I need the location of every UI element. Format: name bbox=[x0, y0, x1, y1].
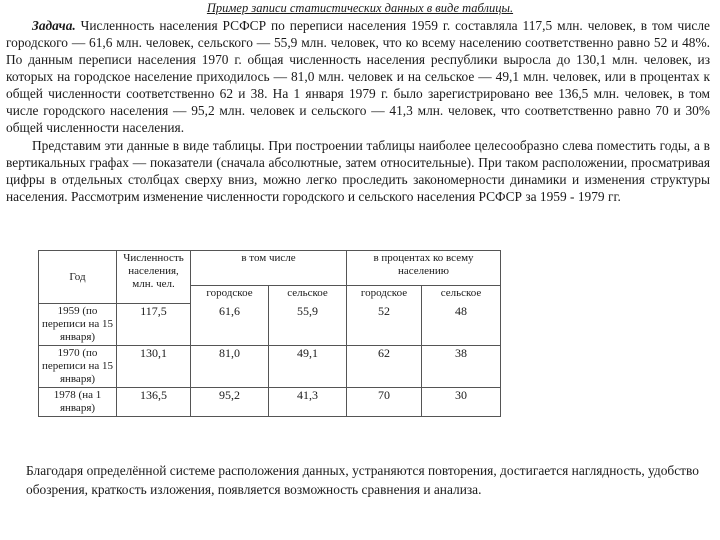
population-table bbox=[38, 250, 501, 417]
table-row bbox=[39, 304, 501, 346]
cell-year: 1978 (на 1 января) bbox=[39, 388, 117, 417]
cell-rural: 49,1 bbox=[269, 346, 347, 388]
header-urban-pct: городское bbox=[347, 285, 422, 303]
cell-rural-pct: 30 bbox=[422, 388, 501, 417]
table-header-row bbox=[39, 251, 501, 286]
cell-rural-pct: 38 bbox=[422, 346, 501, 388]
table-row bbox=[39, 388, 501, 417]
header-total: Численность населения, млн. чел. bbox=[117, 251, 191, 304]
cell-urban-pct: 62 bbox=[347, 346, 422, 388]
header-rural: сельское bbox=[269, 285, 347, 303]
cell-year: 1970 (по переписи на 15 января) bbox=[39, 346, 117, 388]
cell-urban: 95,2 bbox=[191, 388, 269, 417]
table-row bbox=[39, 346, 501, 388]
page-title: Пример записи статистических данных в виде таблицы. bbox=[206, 1, 514, 15]
cell-total: 130,1 bbox=[117, 346, 191, 388]
conclusion-text: Благодаря определённой системе расположения данных, устраняются повторения, достигается наглядность, удобство обозрения, краткость изложения, появляется возможность сравнения и анализа. bbox=[26, 463, 699, 497]
cell-urban-pct: 70 bbox=[347, 388, 422, 417]
header-year: Год bbox=[39, 251, 117, 304]
cell-year: 1959 (по переписи на 15 января) bbox=[39, 304, 117, 346]
cell-total: 117,5 bbox=[117, 304, 191, 346]
cell-rural: 55,9 bbox=[269, 304, 347, 346]
header-including: в том числе bbox=[191, 251, 347, 286]
cell-urban: 81,0 bbox=[191, 346, 269, 388]
cell-rural: 41,3 bbox=[269, 388, 347, 417]
cell-urban: 61,6 bbox=[191, 304, 269, 346]
task-text: Численность населения РСФСР по переписи населения 1959 г. составляла 117,5 млн. человек, в том числе городского — 61,6 млн. человек, сельского — 55,9 млн. человек, что ко всему населению соответственно равно 52 и 48%. По данным переписи населения 1970 г. общая численность населения республики выросла до 130,1 млн. человек, из которых на городское население приходилось — 81,0 млн. человек и на сельское — 49,1 млн. человек, или в процентах к общей численности соответственно 62 и 38. На 1 января 1979 г. было зарегистрировано вее 136,5 млн. человек, в том числе городского населения — 95,2 млн. человек и сельского — 41,3 млн. человек, что соответственно равно 70 и 30% общей численности населения. bbox=[6, 18, 710, 135]
intro-paragraph bbox=[6, 137, 710, 205]
cell-total: 136,5 bbox=[117, 388, 191, 417]
task-paragraph bbox=[6, 17, 710, 136]
intro-text: Представим эти данные в виде таблицы. При построении таблицы наиболее целесообразно слева поместить годы, а в вертикальных графах — показатели (сначала абсолютные, затем относительные). При таком расположении, просматривая цифры в отдельных столбцах сверху вниз, можно легко проследить закономерности динамики и изменения структуры населения. Рассмотрим изменение численности городского и сельского населения РСФСР за 1959 - 1979 гг. bbox=[6, 138, 710, 204]
header-urban: городское bbox=[191, 285, 269, 303]
task-label: Задача. bbox=[32, 18, 76, 33]
header-percent: в процентах ко всему населению bbox=[347, 251, 501, 286]
header-rural-pct: сельское bbox=[422, 285, 501, 303]
cell-urban-pct: 52 bbox=[347, 304, 422, 346]
cell-rural-pct: 48 bbox=[422, 304, 501, 346]
conclusion-paragraph bbox=[26, 461, 706, 499]
